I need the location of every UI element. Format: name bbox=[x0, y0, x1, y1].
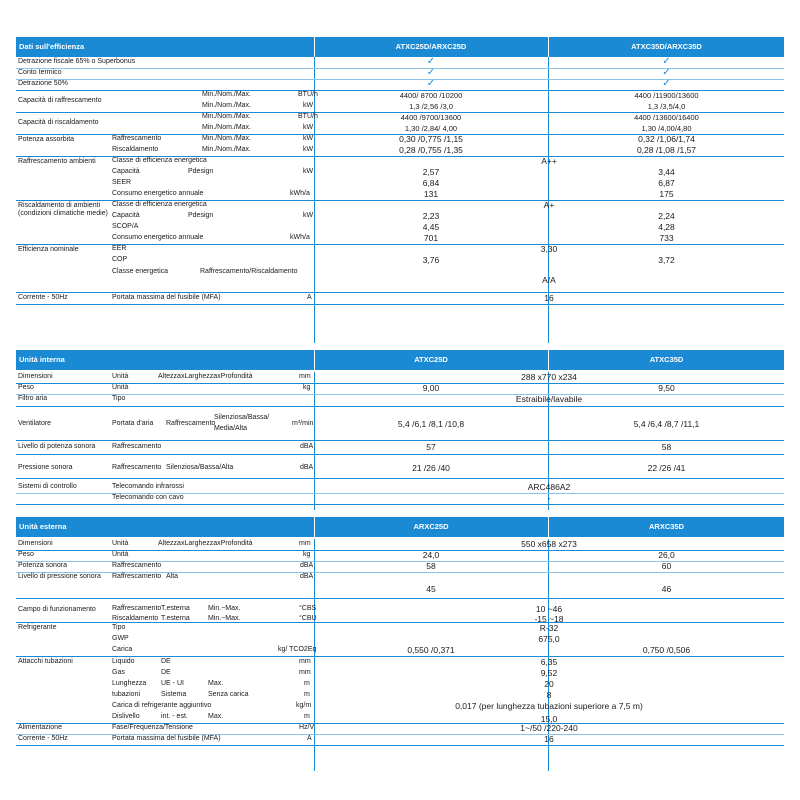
cell-label: A bbox=[307, 735, 312, 742]
cell-label: kW bbox=[303, 102, 314, 109]
check-icon: ✓ bbox=[426, 56, 436, 67]
check-icon: ✓ bbox=[662, 56, 671, 67]
cell-value: 22 /26 /41 bbox=[647, 463, 686, 473]
section-title: Unità interna bbox=[19, 355, 65, 364]
cell-label: Capacità bbox=[112, 212, 140, 219]
cell-value: A++ bbox=[541, 156, 557, 166]
cell-label: dBA bbox=[300, 443, 314, 450]
table-row bbox=[16, 292, 784, 305]
cell-value: 26,0 bbox=[658, 550, 675, 560]
cell-value: 1,30 /4,00/4,80 bbox=[641, 124, 692, 133]
cell-label: Lunghezza bbox=[112, 680, 147, 687]
cell-value: 9,00 bbox=[422, 383, 440, 393]
cell-value: 0,750 /0,506 bbox=[642, 645, 691, 655]
table-row bbox=[16, 734, 784, 746]
cell-value: 4400 /11900/13600 bbox=[634, 91, 699, 100]
table-row bbox=[16, 134, 784, 157]
table-row bbox=[16, 656, 784, 724]
cell-value: 4400/ 8700 /10200 bbox=[399, 91, 463, 100]
cell-label: Carica di refrigerante aggiuntivo bbox=[112, 702, 212, 709]
table-row bbox=[16, 572, 784, 599]
cell-label: kW bbox=[303, 124, 314, 131]
cell-value: 16 bbox=[544, 293, 554, 303]
cell-label: EER bbox=[112, 245, 127, 252]
cell-value: 4,45 bbox=[422, 222, 440, 232]
cell-label: Alta bbox=[166, 573, 179, 580]
cell-label: Campo di funzionamento bbox=[18, 606, 96, 613]
cell-label: Min./Nom./Max. bbox=[202, 146, 252, 153]
cell-label: mm bbox=[299, 540, 311, 547]
cell-label: Riscaldamento bbox=[112, 615, 159, 622]
cell-label: Classe di efficienza energetica bbox=[112, 157, 207, 164]
cell-label: Corrente - 50Hz bbox=[18, 294, 68, 301]
table-row bbox=[16, 478, 784, 494]
cell-label: °CBU bbox=[299, 615, 317, 622]
cell-value: 0,28 /1,08 /1,57 bbox=[636, 145, 697, 155]
cell-value: 0,28 /0,755 /1,35 bbox=[399, 145, 463, 155]
cell-value: 3,44 bbox=[658, 167, 675, 177]
cell-label: Raffrescamento bbox=[112, 573, 162, 580]
cell-label: kW bbox=[303, 212, 314, 219]
column-header-model-2: ATXC35D bbox=[649, 355, 684, 364]
cell-label: kWh/a bbox=[290, 190, 310, 197]
cell-label: kg/ TCO2Eq bbox=[278, 646, 317, 653]
cell-value: 5,4 /6,1 /8,1 /10,8 bbox=[397, 419, 465, 429]
cell-value: 3,72 bbox=[658, 255, 675, 265]
cell-label: Attacchi tubazioni bbox=[18, 658, 73, 665]
cell-label: m bbox=[304, 680, 310, 687]
cell-value: 550 x658 x273 bbox=[521, 539, 577, 549]
cell-label: Raffrescamento bbox=[112, 562, 162, 569]
cell-label: Pdesign bbox=[188, 168, 214, 175]
cell-label: Hz/V bbox=[299, 724, 315, 731]
cell-label: mm bbox=[299, 658, 311, 665]
cell-label: m bbox=[304, 713, 310, 720]
cell-value: 58 bbox=[661, 442, 672, 452]
cell-label: m bbox=[304, 691, 310, 698]
cell-label: Min.~Max. bbox=[208, 615, 241, 622]
indoor-unit-body bbox=[16, 372, 784, 510]
cell-label: Carica bbox=[112, 646, 133, 653]
cell-value: 6,35 bbox=[540, 657, 558, 667]
cell-label: Min./Nom./Max. bbox=[202, 102, 252, 109]
cell-label: Detrazione 50% bbox=[18, 80, 68, 87]
cell-label: T.esterna bbox=[161, 615, 190, 622]
cell-value: 9,52 bbox=[540, 668, 558, 678]
cell-label: Dimensioni bbox=[18, 373, 53, 380]
cell-label: Filtro aria bbox=[18, 395, 48, 402]
cell-label: Pdesign bbox=[188, 212, 214, 219]
cell-value: Estraibile/lavabile bbox=[515, 394, 583, 404]
cell-label: AltezzaxLarghezzaxProfondità bbox=[158, 373, 253, 380]
cell-label: Min./Nom./Max. bbox=[202, 124, 252, 131]
cell-label: Raffrescamento/Riscaldamento bbox=[200, 268, 298, 275]
cell-label: Efficienza nominale bbox=[18, 246, 79, 253]
table-row bbox=[16, 440, 784, 455]
cell-label: Capacità di raffrescamento bbox=[18, 97, 102, 104]
cell-value: A/A bbox=[542, 275, 556, 285]
table-row bbox=[16, 200, 784, 245]
cell-label: AltezzaxLarghezzaxProfondità bbox=[158, 540, 253, 547]
cell-label: Refrigerante bbox=[18, 624, 57, 631]
cell-value: A+ bbox=[543, 200, 555, 210]
cell-label: (condizioni climatiche medie) bbox=[18, 210, 108, 217]
cell-value: 3,76 bbox=[422, 255, 440, 265]
cell-value: 15,0 bbox=[540, 714, 558, 724]
cell-label: Peso bbox=[18, 551, 34, 558]
cell-value: 2,23 bbox=[422, 211, 440, 221]
cell-label: T.esterna bbox=[161, 605, 190, 612]
cell-value: 16 bbox=[544, 734, 554, 744]
outdoor-unit-header bbox=[16, 517, 784, 537]
check-icon: ✓ bbox=[662, 67, 671, 78]
cell-value: 5,4 /6,4 /8,7 /11,1 bbox=[633, 419, 700, 429]
cell-label: Consumo energetico annuale bbox=[112, 234, 204, 241]
cell-label: Riscaldamento di ambienti bbox=[18, 202, 101, 209]
cell-label: UE - UI bbox=[161, 680, 184, 687]
table-row bbox=[16, 493, 784, 505]
cell-value: - bbox=[547, 493, 551, 503]
cell-label: dBA bbox=[300, 573, 314, 580]
cell-label: Potenza assorbita bbox=[18, 136, 75, 143]
cell-label: SCOP/A bbox=[112, 223, 139, 230]
section-title: Dati sull'efficienza bbox=[19, 42, 85, 51]
cell-label: Consumo energetico annuale bbox=[112, 190, 204, 197]
cell-label: Sistema bbox=[161, 691, 187, 698]
cell-label: Potenza sonora bbox=[18, 562, 68, 569]
cell-label: DE bbox=[161, 658, 171, 665]
cell-label: Ventilatore bbox=[18, 420, 52, 427]
outdoor-unit-section bbox=[16, 517, 784, 771]
cell-label: Portata massima del fusibile (MFA) bbox=[112, 294, 221, 301]
outdoor-unit-body bbox=[16, 539, 784, 771]
check-icon: ✓ bbox=[662, 78, 671, 89]
cell-label: GWP bbox=[112, 635, 129, 642]
cell-value: 288 x770 x234 bbox=[521, 372, 577, 382]
cell-value: 8 bbox=[546, 690, 552, 700]
cell-label: Classe energetica bbox=[112, 268, 169, 275]
cell-value: 60 bbox=[661, 561, 672, 571]
cell-label: Livello di potenza sonora bbox=[18, 443, 96, 450]
cell-label: Detrazione fiscale 65% o Superbonus bbox=[18, 58, 136, 65]
cell-value: 24,0 bbox=[422, 550, 440, 560]
cell-label: Senza carica bbox=[208, 691, 249, 698]
check-icon: ✓ bbox=[426, 67, 436, 78]
efficiency-body bbox=[16, 57, 784, 343]
cell-value: 0,017 (per lunghezza tubazioni superiore a 7,5 m) bbox=[455, 701, 643, 711]
cell-label: Tipo bbox=[112, 395, 126, 402]
table-row bbox=[16, 90, 784, 113]
cell-label: Liquido bbox=[112, 658, 135, 665]
cell-label: dBA bbox=[300, 464, 314, 471]
cell-label: Silenziosa/Bassa/ bbox=[214, 414, 270, 421]
cell-label: Raffrescamento bbox=[112, 135, 162, 142]
section-title: Unità esterna bbox=[19, 522, 67, 531]
indoor-unit-header bbox=[16, 350, 784, 370]
cell-value: 57 bbox=[426, 442, 436, 452]
cell-label: mm bbox=[299, 373, 311, 380]
cell-value: 2,24 bbox=[658, 211, 675, 221]
cell-label: Tipo bbox=[112, 624, 126, 631]
cell-label: DE bbox=[161, 669, 171, 676]
cell-label: m³/min bbox=[292, 420, 314, 427]
cell-label: Portata d'aria bbox=[112, 420, 154, 427]
column-header-model-2: ATXC35D/ARXC35D bbox=[631, 42, 702, 51]
cell-label: kg bbox=[303, 551, 311, 558]
cell-value: 1,3 /2,56 /3,0 bbox=[409, 102, 453, 111]
table-row bbox=[16, 454, 784, 479]
cell-label: Unità bbox=[112, 384, 129, 391]
cell-label: Sistemi di controllo bbox=[18, 483, 77, 490]
cell-value: 9,50 bbox=[658, 383, 675, 393]
cell-value: 3,30 bbox=[540, 244, 558, 254]
cell-label: tubazioni bbox=[112, 691, 141, 698]
table-row bbox=[16, 156, 784, 201]
table-row bbox=[16, 112, 784, 135]
efficiency-section bbox=[16, 37, 784, 343]
cell-label: Fase/Frequenza/Tensione bbox=[112, 724, 193, 731]
cell-value: 131 bbox=[423, 189, 439, 199]
cell-label: kg/m bbox=[296, 702, 312, 709]
cell-value: 1,30 /2,84/ 4,00 bbox=[404, 124, 458, 133]
cell-label: Dislivello bbox=[112, 713, 140, 720]
cell-label: A bbox=[307, 294, 312, 301]
cell-value: 4400 /9700/13600 bbox=[400, 113, 462, 122]
cell-label: Telecomando infrarossi bbox=[112, 483, 184, 490]
cell-label: Alimentazione bbox=[18, 724, 62, 731]
cell-label: Livello di pressione sonora bbox=[18, 573, 101, 580]
cell-value: 58 bbox=[426, 561, 436, 571]
cell-value: 6,87 bbox=[658, 178, 675, 188]
cell-value: 10 ~46 bbox=[535, 604, 563, 614]
cell-value: 0,30 /0,775 /1,15 bbox=[399, 134, 463, 144]
cell-label: Raffrescamento bbox=[112, 443, 162, 450]
check-icon: ✓ bbox=[426, 78, 436, 89]
cell-label: Dimensioni bbox=[18, 540, 53, 547]
cell-label: Corrente - 50Hz bbox=[18, 735, 68, 742]
cell-value: -15 ~18 bbox=[534, 614, 564, 624]
cell-label: Portata massima del fusibile (MFA) bbox=[112, 735, 221, 742]
cell-value: 1,3 /3,5/4,0 bbox=[647, 102, 686, 111]
cell-label: Raffrescamento bbox=[112, 464, 162, 471]
cell-value: 46 bbox=[661, 584, 672, 594]
table-row bbox=[16, 598, 784, 623]
cell-label: Max. bbox=[208, 680, 224, 687]
cell-label: Capacità di riscaldamento bbox=[18, 119, 99, 126]
cell-label: Raffrescamento bbox=[166, 420, 216, 427]
cell-value: 1~/50 /220-240 bbox=[520, 723, 578, 733]
cell-value: 0,32 /1,06/1,74 bbox=[638, 134, 695, 144]
cell-label: Min./Nom./Max. bbox=[202, 113, 252, 120]
cell-label: kW bbox=[303, 135, 314, 142]
cell-value: 4400 /13600/16400 bbox=[634, 113, 699, 122]
cell-label: SEER bbox=[112, 179, 132, 186]
table-row bbox=[16, 406, 784, 441]
column-header-model-2: ARXC35D bbox=[648, 522, 684, 531]
cell-label: int. - est. bbox=[161, 713, 188, 720]
cell-label: Min./Nom./Max. bbox=[202, 91, 252, 98]
cell-value: 675,0 bbox=[538, 634, 560, 644]
cell-label: Max. bbox=[208, 713, 224, 720]
cell-label: Raffrescamento bbox=[112, 605, 162, 612]
cell-value: 20 bbox=[544, 679, 554, 689]
cell-value: 4,28 bbox=[658, 222, 675, 232]
cell-label: mm bbox=[299, 669, 311, 676]
cell-label: Min./Nom./Max. bbox=[202, 135, 252, 142]
cell-label: BTU/h bbox=[298, 91, 318, 98]
cell-value: 733 bbox=[659, 233, 674, 243]
cell-label: Classe di efficienza energetica bbox=[112, 201, 207, 208]
cell-value: 45 bbox=[426, 584, 436, 594]
cell-label: Silenziosa/Bassa/Alta bbox=[166, 464, 234, 471]
column-header-model-1: ARXC25D bbox=[413, 522, 449, 531]
cell-value: 175 bbox=[659, 189, 674, 199]
column-header-model-1: ATXC25D bbox=[414, 355, 448, 364]
cell-value: 6,84 bbox=[422, 178, 440, 188]
cell-label: COP bbox=[112, 256, 128, 263]
cell-label: kW bbox=[303, 146, 314, 153]
cell-label: BTU/h bbox=[298, 113, 318, 120]
table-row bbox=[16, 622, 784, 657]
cell-label: dBA bbox=[300, 562, 314, 569]
cell-label: Unità bbox=[112, 540, 129, 547]
cell-label: Telecomando con cavo bbox=[112, 494, 184, 501]
cell-label: Media/Alta bbox=[214, 425, 248, 432]
cell-label: kWh/a bbox=[290, 234, 310, 241]
cell-label: Pressione sonora bbox=[18, 464, 73, 471]
cell-value: ARC486A2 bbox=[527, 482, 571, 492]
cell-label: °CBS bbox=[299, 605, 317, 612]
table-row bbox=[16, 244, 784, 293]
cell-value: 21 /26 /40 bbox=[412, 463, 450, 473]
cell-label: Raffrescamento ambienti bbox=[18, 158, 96, 165]
cell-value: R-32 bbox=[539, 623, 559, 633]
cell-label: Riscaldamento bbox=[112, 146, 159, 153]
cell-value: 0,550 /0,371 bbox=[407, 645, 455, 655]
cell-label: Unità bbox=[112, 551, 129, 558]
cell-label: kg bbox=[303, 384, 311, 391]
column-header-model-1: ATXC25D/ARXC25D bbox=[395, 42, 467, 51]
indoor-unit-section bbox=[16, 350, 784, 510]
cell-label: Peso bbox=[18, 384, 34, 391]
efficiency-header bbox=[16, 37, 784, 57]
cell-label: Conto termico bbox=[18, 69, 62, 76]
cell-label: kW bbox=[303, 168, 314, 175]
cell-value: 2,57 bbox=[422, 167, 440, 177]
cell-label: Capacità bbox=[112, 168, 140, 175]
cell-value: 701 bbox=[423, 233, 439, 243]
cell-label: Unità bbox=[112, 373, 129, 380]
cell-label: Gas bbox=[112, 669, 125, 676]
cell-label: Min.~Max. bbox=[208, 605, 241, 612]
